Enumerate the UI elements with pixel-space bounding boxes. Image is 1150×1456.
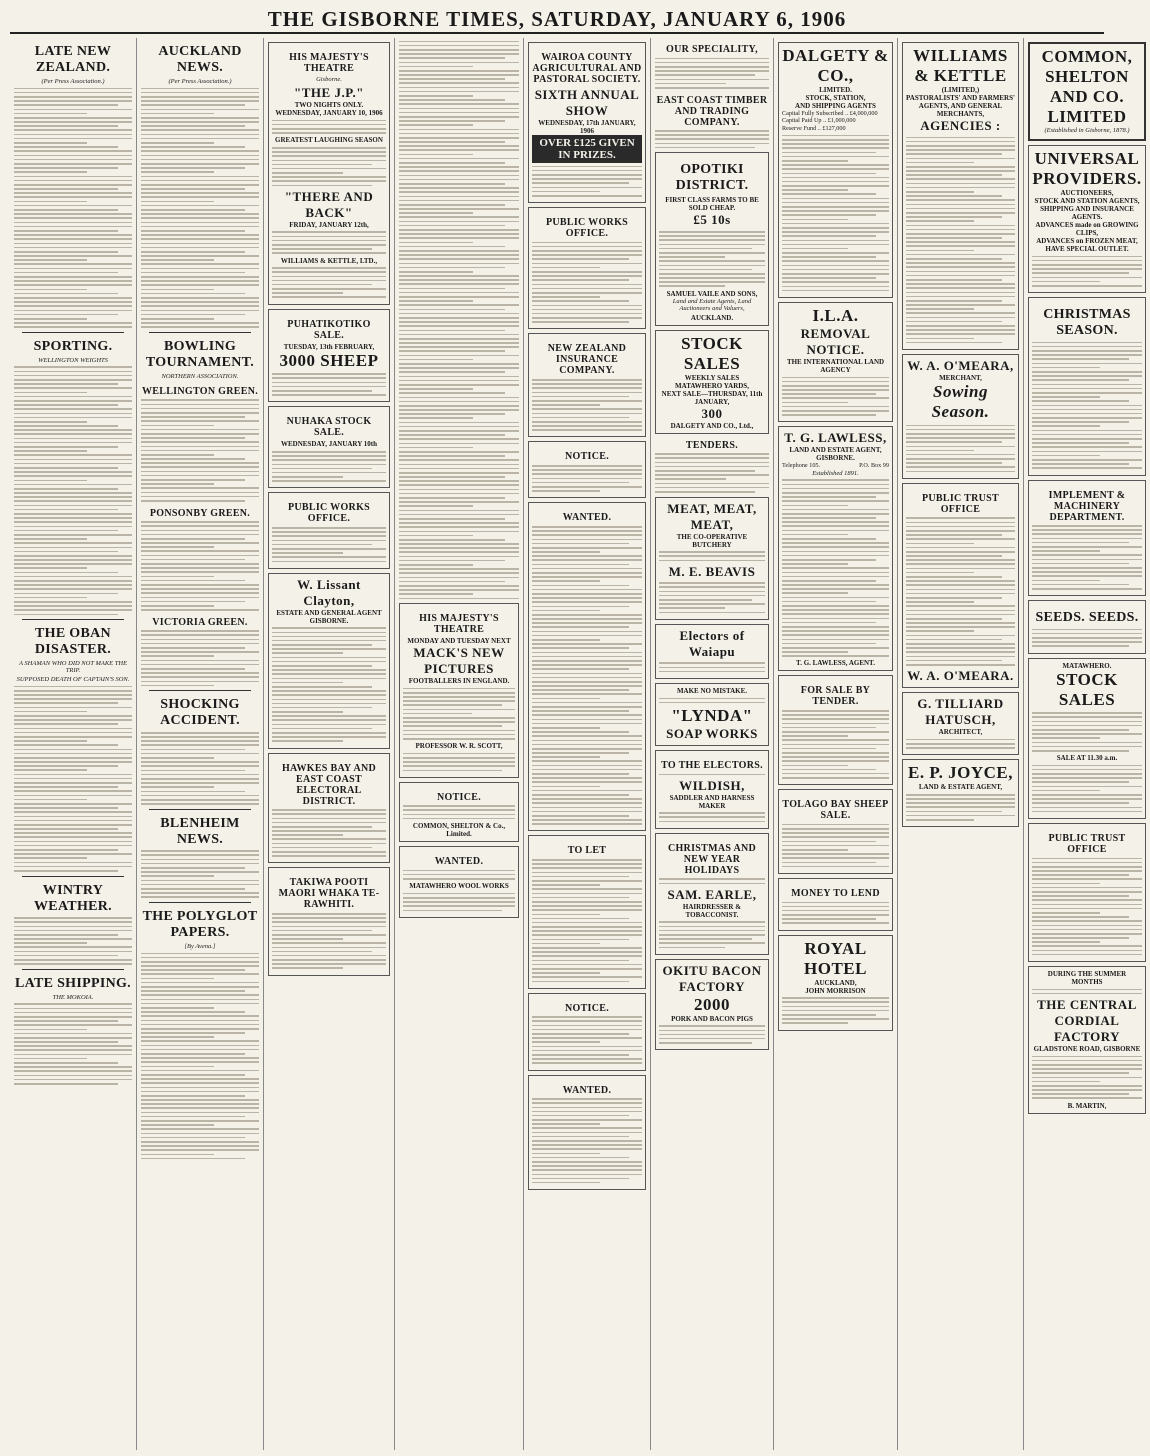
ad-sale-time: SALE AT 11.30 a.m. [1056,754,1118,763]
ad-heading: CHRISTMAS AND NEW YEAR HOLIDAYS [667,842,757,876]
ad-tag: REMOVAL NOTICE. [800,325,871,357]
ad-macks-pictures [399,603,519,778]
ad-name: COMMON, SHELTON AND CO. LIMITED [1041,47,1133,126]
ad-name: W. Lissant Clayton, [297,576,361,608]
ad-date: WEDNESDAY, 17th JANUARY, 1906 [538,119,636,135]
ad-name: STOCK SALES [1056,669,1118,709]
ad-place: Gisborne. [316,76,342,83]
ad-name: MEAT, MEAT, MEAT, [667,500,757,532]
article-body [141,521,259,611]
ad-wairoa-show [528,42,646,203]
ad-heading: NOTICE. [564,1002,610,1014]
ad-takiwa-pooti [268,867,390,975]
ad-wanted-wool [399,846,519,918]
ad-heading: WAIROA COUNTY AGRICULTURAL AND PASTORAL SOCIETY. [532,52,642,85]
ad-firm: COMMON, SHELTON & Co., Limited. [412,822,506,839]
ad-line-2: AND SHIPPING AGENTS [795,102,876,110]
article-body [141,953,259,1160]
ad-heading: DURING THE SUMMER MONTHS [1047,970,1127,987]
ad-line-3: ADVANCES on FROZEN MEAT, HAVE SPECIAL OUTLET. [1036,237,1138,253]
column-9 [1024,38,1150,1450]
ad-omeara [902,354,1019,479]
ad-seeds [1028,600,1146,654]
ad-agencies: AGENCIES : [920,118,1001,133]
article-body [141,399,259,501]
ad-universal-providers [1028,145,1146,293]
subhead-wellington-weights: WELLINGTON WEIGHTS [38,356,108,364]
divider [149,902,251,903]
ad-name: E. P. JOYCE, [907,763,1014,783]
ad-place: GLADSTONE ROAD, GISBORNE [1033,1045,1141,1053]
ad-number: 2000 [694,994,730,1014]
ad-nz-insurance [528,333,646,437]
ad-matawhero-sales [1028,658,1146,819]
ad-firm: SAMUEL VAILE AND SONS, [666,289,758,298]
ad-name: SAM. EARLE, [667,886,757,902]
ad-lynda-soap [655,683,769,746]
ad-owner: M. E. BEAVIS [668,563,756,579]
headline-oban-disaster: THE OBAN DISASTER. [34,626,112,658]
divider [149,690,251,691]
ad-tag: FOOTBALLERS IN ENGLAND. [408,677,510,686]
ad-reserve: Reserve Fund .. £127,000 [782,124,846,132]
headline-auckland-news: AUCKLAND NEWS. [158,44,242,75]
ad-tag: AUCTIONEERS, [1060,189,1114,197]
subhead-mokoia: THE MOKOIA. [52,993,94,1001]
ad-heading: NOTICE. [564,451,610,463]
ad-heading: FOR SALE BY TENDER. [800,685,871,708]
article-body [14,917,132,965]
ad-tag: WEEKLY SALES [684,373,740,382]
ad-capital: Capital Fully Subscribed .. £4,000,000 [782,110,878,117]
column-2 [137,38,264,1450]
ad-public-works [528,207,646,329]
ad-place: AUCKLAND, [814,978,857,987]
column-3 [264,38,395,1450]
ad-tag: MERCHANT, [939,373,982,382]
ad-opotiki-district [655,152,769,325]
ad-wanted [528,502,646,831]
ad-name: DALGETY & CO., [782,46,889,85]
column-5 [524,38,651,1450]
ad-tag: SADDLER AND HARNESS MAKER [669,793,755,810]
ad-tag: LAND & ESTATE AGENT, [918,783,1003,792]
ad-wildish [655,750,769,829]
ad-paid: Capital Paid Up .. £1,000,000 [782,117,856,125]
ad-tag: LAND AND ESTATE AGENT, GISBORNE. [789,446,882,463]
article-body [141,630,259,686]
ad-heading: NUHAKA STOCK SALE. [286,416,372,439]
subhead-captains-son: SUPPOSED DEATH OF CAPTAIN'S SON. [16,676,130,684]
ad-name: STOCK SALES [681,333,743,373]
headline-bowling-tournament: BOWLING TOURNAMENT. [145,338,255,370]
ad-heading: PUHATIKOTIKO SALE. [287,318,371,341]
ad-meat [655,497,769,620]
headline-wintry-weather: WINTRY WEATHER. [34,882,112,914]
ad-name: SIXTH ANNUAL SHOW [534,87,640,118]
ad-heading: HIS MAJESTY'S THEATRE [419,613,499,636]
article-body [14,88,132,328]
ad-public-trust-office [1028,823,1146,962]
article-body [14,1003,132,1084]
column-1 [10,38,137,1450]
ad-agent: T. G. LAWLESS, AGENT. [796,659,875,668]
subhead-shaman: A SHAMAN WHO DID NOT MAKE THE TRIP. [18,660,128,675]
ad-number: 3000 SHEEP [279,350,379,370]
headline-sporting: SPORTING. [33,338,113,354]
ad-established: Established 1891. [812,469,859,477]
ad-williams-kettle [902,42,1019,350]
ad-to-let [528,835,646,988]
ad-name: UNIVERSAL PROVIDERS. [1032,149,1142,188]
ad-heading: MONEY TO LEND [791,887,880,899]
ad-electoral-district [268,753,390,864]
ad-ila [778,302,893,422]
ad-line: STOCK AND STATION AGENTS, SHIPPING AND INSURANCE AGENTS. [1034,197,1140,221]
ad-heading: TO LET [567,845,607,857]
article-body [399,41,519,600]
ad-tag: PORK AND BACON PIGS [671,1014,753,1023]
ad-royal-hotel [778,935,893,1031]
divider [22,876,124,877]
ad-phone: Telephone 105. [782,462,821,470]
article-body [141,88,259,328]
ad-place: MATAWHERO YARDS, [675,381,749,390]
ad-name: OKITU BACON FACTORY [662,962,762,994]
ad-dates: MONDAY AND TUESDAY NEXT [407,637,511,646]
ad-heading: NEW ZEALAND INSURANCE COMPANY. [547,343,627,377]
ad-date: WEDNESDAY, JANUARY 10th [280,440,378,449]
ad-firm: DALGETY AND CO., Ltd., [670,421,754,430]
ad-sowing-season: Sowing Season. [931,381,990,421]
ad-heading: PUBLIC TRUST OFFICE [1048,832,1126,855]
ad-name: W. A. O'MEARA. [907,668,1014,684]
ad-heading: WANTED. [434,856,484,868]
ad-christmas-season [1028,297,1146,475]
ad-tag: HAIRDRESSER & TOBACCONIST. [682,902,742,919]
divider [149,332,251,333]
column-8 [898,38,1024,1450]
ad-tag: LIMITED. [819,86,852,94]
ad-heading: IMPLEMENT & MACHINERY DEPARTMENT. [1048,489,1126,523]
ad-tag: FIRST CLASS FARMS TO BE SOLD CHEAP. [665,196,759,213]
ad-notice [399,782,519,842]
ad-show-season: GREATEST LAUGHING SEASON [275,136,383,145]
ad-name: "LYNDA" [671,705,753,725]
ad-line: STOCK, STATION, [805,94,866,102]
ad-box: P.O. Box 99 [859,462,889,470]
ad-tag: ARCHITECT, [938,728,983,737]
ad-cordial-factory [1028,966,1146,1114]
ad-place: MATAWHERO WOOL WORKS [409,882,509,891]
ad-heading: PUBLIC TRUST OFFICE [921,492,1000,515]
ad-heading: PUBLIC WORKS OFFICE. [545,217,629,240]
ad-stock-sales [655,330,769,434]
ad-theatre-jp [268,42,390,305]
ad-firm: THE INTERNATIONAL LAND AGENCY [786,357,885,374]
ad-tag: (LIMITED,) [941,86,980,94]
ad-sam-earle [655,833,769,955]
ad-lissant-clayton [268,573,390,749]
ad-heading: HIS MAJESTY'S THEATRE [289,52,369,74]
ad-number: 300 [701,405,723,421]
headline-blenheim-news: BLENHEIM NEWS. [160,815,240,847]
headline-shocking-accident: SHOCKING ACCIDENT. [160,697,240,729]
ad-tag: THE CO-OPERATIVE BUTCHERY [676,532,748,549]
ad-hatusch [902,692,1019,755]
ad-firm-tag: Land and Estate Agents, Land Auctioneers and Valuers, [672,297,752,312]
ad-tag: ESTATE AND GENERAL AGENT [276,608,382,617]
ad-date: TUESDAY, 13th FEBRUARY, [283,342,375,351]
ad-line-2: ADVANCES made on GROWING CLIPS, [1035,221,1139,237]
subhead-ponsonby-green: PONSONBY GREEN. [149,507,251,519]
divider [22,969,124,970]
ad-contact-row [782,462,889,469]
ad-heading: CHRISTMAS SEASON. [1043,307,1131,339]
ad-notice [528,441,646,498]
column-6 [651,38,774,1450]
headline-late-shipping: LATE SHIPPING. [15,975,131,991]
ad-name: T. G. LAWLESS, [784,430,887,446]
divider [149,809,251,810]
article-body [141,732,259,805]
columns [10,38,1142,1450]
article-body [14,366,132,615]
ad-heading: WANTED. [562,1084,612,1096]
ad-heading: NOTICE. [436,791,482,803]
ad-name: W. A. O'MEARA, [907,357,1014,373]
ad-heading: SEEDS. SEEDS. [1035,610,1139,626]
ad-okitu-bacon [655,959,769,1051]
ad-name: G. TILLIARD HATUSCH, [917,696,1004,728]
ad-puhatikotiko-sale [268,309,390,403]
ad-tolago-bay [778,789,893,874]
ad-public-trust [902,483,1019,688]
ad-notice-2 [528,993,646,1071]
ad-heading: TOLAGO BAY SHEEP SALE. [782,799,889,822]
ad-professor: PROFESSOR W. R. SCOTT, [415,742,503,751]
ad-heading: WANTED. [562,512,612,524]
ad-capital-list [782,110,889,132]
ad-firm-place: AUCKLAND. [690,313,734,322]
ad-name: Electors of Waiapu [679,627,745,659]
ad-tenders: TENDERS. [685,439,739,451]
ad-electors-waiapu [655,624,769,679]
ad-established: (Established in Gisborne, 1878.) [1044,127,1130,134]
ad-heading: TAKIWA POOTI MAORI WHAKA TE-RAWHITI. [278,877,380,911]
ad-name: WILDISH, [679,777,745,793]
ad-heading: HAWKES BAY AND EAST COAST ELECTORAL DISTRICT. [281,762,377,807]
ad-date: NEXT SALE—THURSDAY, 11th JANUARY, [661,389,763,406]
ad-name: ROYAL HOTEL [804,938,867,978]
divider [22,332,124,333]
ad-tag: SOAP WORKS [666,725,758,741]
ad-sale-by-tender [778,675,893,785]
ad-owner: JOHN MORRISON [805,986,866,995]
ad-money-to-lend [778,878,893,931]
ad-show-date: WEDNESDAY, JANUARY 10, 1906 [275,109,383,117]
ad-place: GISBORNE. [309,616,349,625]
ad-show-line: TWO NIGHTS ONLY. [294,101,364,109]
ad-public-works [268,492,390,568]
subhead-wellington-green: WELLINGTON GREEN. [141,385,259,397]
ad-price: £5 10s [693,212,731,228]
ad-nuhaka-sale [268,406,390,488]
ad-firm: WILLIAMS & KETTLE, LTD., [280,256,378,265]
ad-show-name-2: "THERE AND BACK" [284,188,374,220]
ad-our-speciality: OUR SPECIALITY, [666,44,758,55]
ad-heading: MAKE NO MISTAKE. [676,686,748,695]
ad-dalgety [778,42,893,298]
masthead [10,4,1104,34]
ad-heading: TO THE ELECTORS. [661,759,763,771]
ad-joyce [902,759,1019,827]
subhead-victoria-green: VICTORIA GREEN. [152,616,248,628]
article-body [141,850,259,898]
ad-name: THE CENTRAL CORDIAL FACTORY [1037,997,1137,1044]
byline: [By Avena.] [184,942,216,950]
masthead-title: THE GISBORNE TIMES, SATURDAY, JANUARY 6, 1906 [267,7,847,31]
ad-common-shelton [1028,42,1146,141]
divider [22,619,124,620]
ad-heading: PUBLIC WORKS OFFICE. [287,502,371,525]
headline-polyglot-papers: THE POLYGLOT PAPERS. [142,908,258,940]
ad-heading: OPOTIKI DISTRICT. [675,162,749,194]
column-4 [395,38,524,1450]
dateline: (Per Press Association.) [168,78,232,85]
ad-name: MACK'S NEW PICTURES [413,645,505,677]
ad-place: MATAWHERO. [1062,661,1112,670]
ad-show-date-2: FRIDAY, JANUARY 12th, [289,220,369,229]
ad-east-coast-timber: EAST COAST TIMBER AND TRADING COMPANY. [656,94,768,128]
ad-name: I.L.A. [812,305,859,325]
ad-name: WILLIAMS & KETTLE [913,46,1008,85]
subhead-northern-association: NORTHERN ASSOCIATION. [161,372,239,380]
article-body [14,686,132,872]
ad-wanted-2 [528,1075,646,1191]
headline-late-new-zealand: LATE NEW ZEALAND. [34,44,112,75]
ad-implement [1028,480,1146,597]
column-7 [774,38,898,1450]
ad-prize-banner: OVER £125 GIVEN IN PRIZES. [532,135,642,163]
ad-line: PASTORALISTS' AND FARMERS' AGENTS, AND GENERAL MERCHANTS, [906,94,1015,118]
ad-lawless [778,426,893,671]
dateline: (Per Press Association.) [41,78,105,85]
ad-owner: B. MARTIN, [1067,1101,1107,1110]
ad-show-name: "THE J.P." [294,85,364,100]
